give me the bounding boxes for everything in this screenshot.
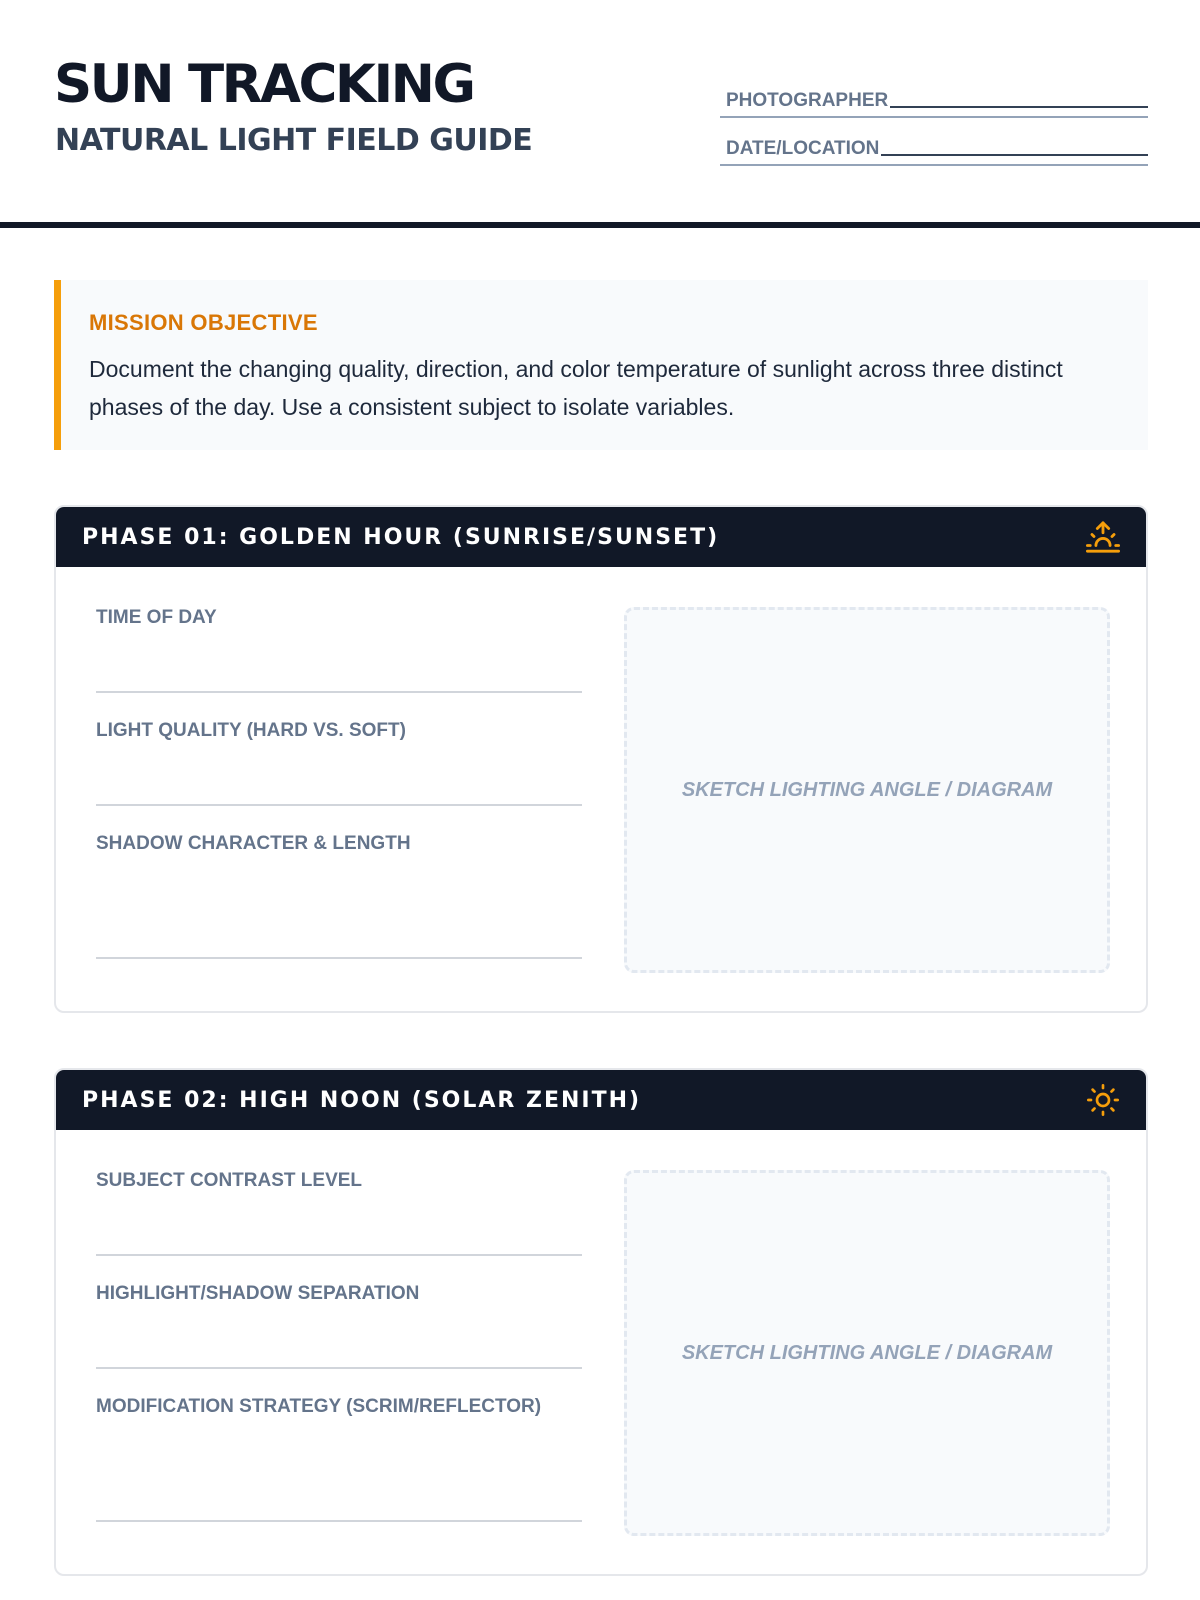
phase-body (56, 1130, 1146, 1576)
page-title: SUN TRACKING (54, 54, 474, 115)
date-location-blank-line (881, 154, 1148, 156)
page-header (0, 0, 1200, 228)
highlight-shadow-separation-field[interactable] (96, 1283, 582, 1369)
photographer-field[interactable] (720, 82, 1148, 118)
phase-header (56, 1070, 1146, 1130)
mission-title: MISSION OBJECTIVE (89, 310, 318, 335)
mission-text: Document the changing quality, direction, and color temperature of sunlight across three distinct phases of the day. Use a consistent subject to isolate variables. (89, 356, 1063, 420)
sun-icon (1086, 1083, 1120, 1117)
phase-card-golden-hour (54, 505, 1148, 1013)
field-label: HIGHLIGHT/SHADOW SEPARATION (96, 1283, 420, 1304)
photographer-label: PHOTOGRAPHER (726, 90, 889, 111)
modification-strategy-field[interactable] (96, 1396, 582, 1522)
field-label: MODIFICATION STRATEGY (SCRIM/REFLECTOR) (96, 1396, 542, 1417)
field-label: TIME OF DAY (96, 607, 217, 628)
sketch-label: SKETCH LIGHTING ANGLE / DIAGRAM (681, 778, 1053, 801)
subject-contrast-field[interactable] (96, 1170, 582, 1256)
field-label: LIGHT QUALITY (HARD VS. SOFT) (96, 720, 406, 741)
phase-body (56, 567, 1146, 1013)
phase-title: PHASE 01: GOLDEN HOUR (SUNRISE/SUNSET) (82, 524, 720, 550)
date-location-field[interactable] (720, 130, 1148, 166)
sketch-area[interactable] (624, 607, 1110, 973)
sketch-label: SKETCH LIGHTING ANGLE / DIAGRAM (681, 1341, 1053, 1364)
field-label: SHADOW CHARACTER & LENGTH (96, 833, 411, 854)
phase-header (56, 507, 1146, 567)
light-quality-field[interactable] (96, 720, 582, 806)
date-location-label: DATE/LOCATION (726, 138, 880, 159)
field-label: SUBJECT CONTRAST LEVEL (96, 1170, 363, 1191)
time-of-day-field[interactable] (96, 607, 582, 693)
shadow-character-field[interactable] (96, 833, 582, 959)
phase-card-high-noon (54, 1068, 1148, 1576)
sunrise-icon (1086, 520, 1120, 554)
page-subtitle: NATURAL LIGHT FIELD GUIDE (55, 123, 533, 158)
phase-title: PHASE 02: HIGH NOON (SOLAR ZENITH) (82, 1087, 642, 1113)
photographer-blank-line (890, 106, 1148, 108)
mission-objective-box (54, 280, 1148, 450)
sketch-area[interactable] (624, 1170, 1110, 1536)
